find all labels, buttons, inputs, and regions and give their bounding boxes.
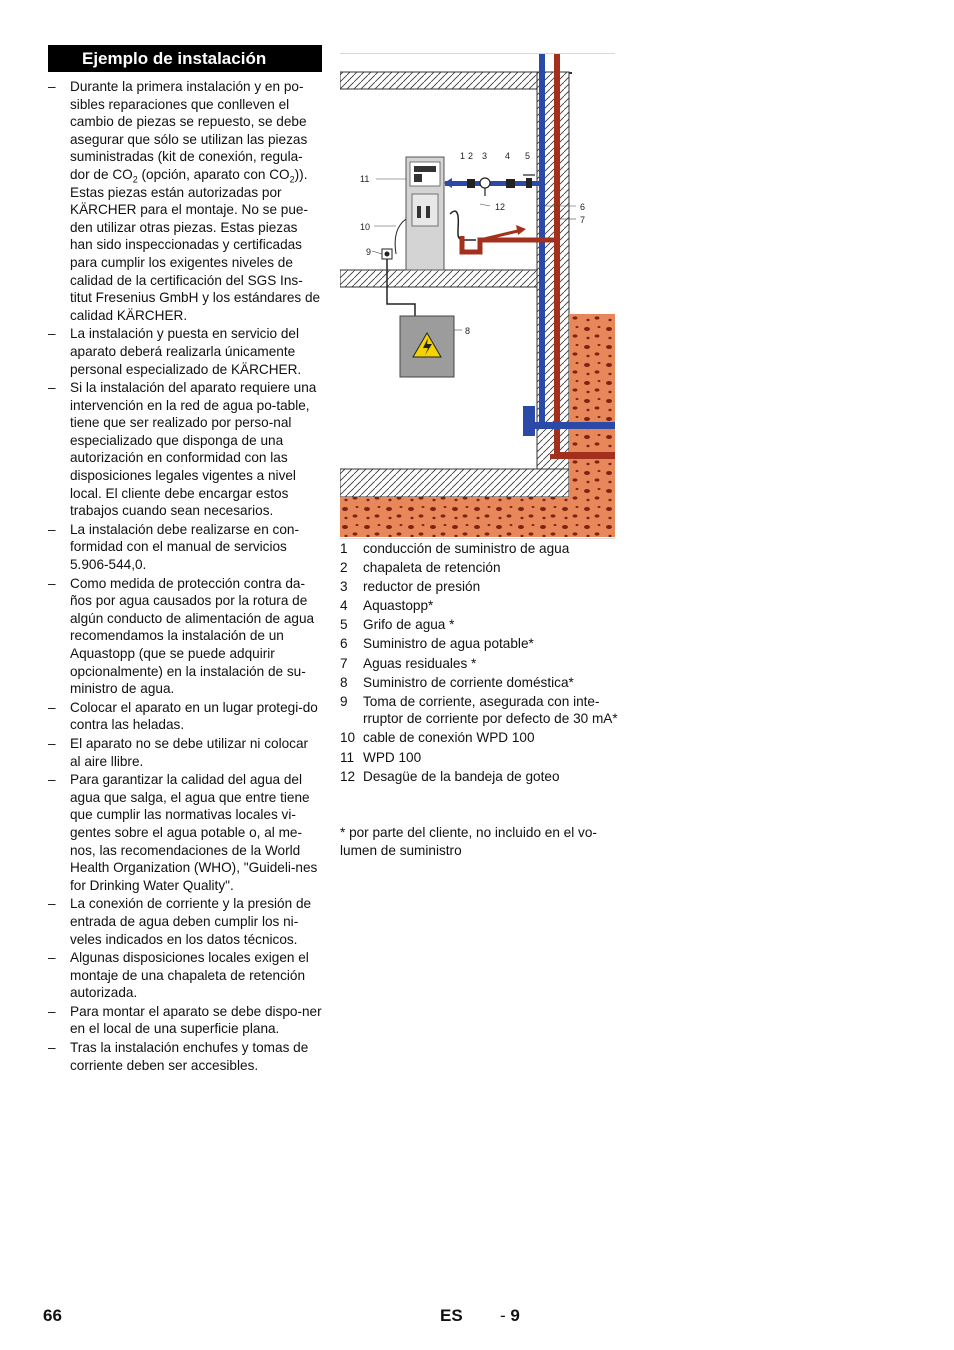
list-dash: – — [48, 1003, 56, 1019]
callout-label: 12 — [495, 202, 506, 212]
list-dash: – — [48, 79, 56, 94]
list-item — [48, 78, 322, 324]
callout-label: 11 — [360, 174, 370, 184]
callout-label: 1 — [460, 151, 466, 161]
list-item — [48, 771, 322, 894]
page-number: 66 — [43, 1306, 62, 1325]
list-item — [48, 521, 322, 574]
legend-text: Toma de corriente, asegurada con inte-rruptor de corriente por defecto de 30 mA* — [363, 693, 618, 727]
legend-text: Aguas residuales * — [363, 655, 477, 671]
item-text: Para garantizar la calidad del agua del agua que salga, el agua que entre tiene que cumplir las normativas locales vi-gentes sobre el agua potable o, al me-nos, las recomendaciones de la World Health Organization (WHO), "Guideli-nes for Drinking Water Quality". — [70, 772, 318, 893]
legend-text: Desagüe de la bandeja de goteo — [363, 768, 560, 784]
legend-item — [340, 635, 618, 653]
legend-number: 2 — [340, 560, 348, 576]
list-item — [48, 949, 322, 1002]
list-dash: – — [48, 699, 56, 715]
legend-item — [340, 693, 618, 728]
item-text: Como medida de protección contra da-ños por agua causados por la rotura de algún conducto de alimentación de agua recomendamos la instalación de un Aquastopp (que se puede adquirir opcionalmente) en la instalación de su-ministro de agua. — [70, 575, 315, 697]
callout-label: 4 — [505, 151, 511, 161]
legend-item — [340, 768, 618, 786]
list-dash: – — [48, 950, 56, 966]
basement-floor — [340, 469, 569, 497]
legend-number: 7 — [340, 655, 348, 671]
floor-slab — [340, 270, 537, 287]
callout-label: 9 — [366, 247, 372, 257]
callout-label: 2 — [468, 151, 474, 161]
list-item — [48, 735, 322, 770]
item-text: (opción, aparato con CO — [137, 166, 290, 182]
list-dash: – — [48, 772, 56, 788]
list-dash: – — [48, 521, 56, 537]
legend-text: Suministro de corriente doméstica* — [363, 674, 574, 690]
footnote: * por parte del cliente, no incluido en el vo-lumen de suministro — [340, 825, 597, 858]
legend-number: 1 — [340, 541, 348, 556]
legend-item — [340, 578, 618, 596]
legend-number: 8 — [340, 674, 348, 690]
installation-diagram-svg — [340, 54, 615, 538]
list-dash: – — [48, 735, 56, 751]
callout-label: 6 — [580, 202, 586, 212]
list-item — [48, 575, 322, 698]
list-item — [48, 325, 322, 378]
list-dash: – — [48, 575, 56, 591]
callout-label: 8 — [465, 326, 471, 336]
subscript: 2 — [132, 174, 138, 185]
callout-label: 7 — [580, 215, 586, 225]
legend-number: 9 — [340, 693, 348, 709]
legend-text: Grifo de agua * — [363, 617, 455, 633]
list-item — [48, 379, 322, 520]
water-inlet-block — [523, 406, 535, 436]
list-dash: – — [48, 1040, 56, 1056]
item-text: El aparato no se debe utilizar ni colocar al aire llibre. — [70, 735, 309, 769]
legend-item — [340, 749, 618, 767]
callout-label: 3 — [482, 151, 488, 161]
section-page-value: 9 — [510, 1306, 520, 1325]
callout-label: 5 — [525, 151, 531, 161]
list-item — [48, 699, 322, 734]
legend-number: 10 — [340, 730, 356, 746]
list-item — [48, 1003, 322, 1038]
ceiling-slab — [340, 72, 537, 89]
item-text: La conexión de corriente y la presión de entrada de agua deben cumplir los ni-veles indicados en los datos técnicos. — [70, 896, 312, 947]
item-text: La instalación y puesta en servicio del aparato deberá realizarla únicamente personal especializado de KÄRCHER. — [70, 326, 302, 377]
legend-text: Aquastopp* — [363, 598, 434, 614]
legend-list — [340, 540, 618, 787]
legend-item — [340, 729, 618, 747]
legend-item — [340, 559, 618, 577]
callout-label: 10 — [360, 222, 371, 232]
legend-text: cable de conexión WPD 100 — [363, 730, 535, 746]
legend-number: 4 — [340, 598, 348, 614]
legend-number: 12 — [340, 768, 356, 784]
section-page-dash: - — [500, 1306, 506, 1325]
item-text: Durante la primera instalación y en po-sibles reparaciones que conlleven el cambio de piezas se repuesto, se debe asegurar que sólo se utilizan las piezas suministradas (kit de conexión, regula-dor de CO — [70, 79, 308, 182]
legend-item — [340, 597, 618, 615]
section-title: Ejemplo de instalación — [48, 45, 322, 72]
item-text: Algunas disposiciones locales exigen el montaje de una chapaleta de retención autorizada. — [70, 950, 309, 1001]
list-item — [48, 1039, 322, 1074]
language-code: ES — [440, 1306, 463, 1325]
item-text: Colocar el aparato en un lugar protegi-do contra las heladas. — [70, 699, 318, 733]
list-dash: – — [48, 326, 56, 342]
legend-item — [340, 540, 618, 558]
list-item — [48, 895, 322, 948]
legend-item — [340, 674, 618, 692]
legend-text: chapaleta de retención — [363, 560, 501, 576]
legend-number: 5 — [340, 617, 348, 633]
item-text: Si la instalación del aparato requiere una intervención en la red de agua po-table, tiene que ser realizado por perso-nal especializado que disponga de una autorización en conformidad con las disposiciones legales vigentes a nivel local. El cliente debe encargar estos trabajos cuando sean necesarios. — [70, 380, 317, 519]
installation-diagram — [340, 53, 615, 539]
item-text: Tras la instalación enchufes y tomas de corriente deben ser accesibles. — [70, 1040, 309, 1073]
legend-text: conducción de suministro de agua — [363, 541, 570, 556]
legend-number: 3 — [340, 579, 348, 595]
list-dash: – — [48, 380, 56, 396]
instruction-list — [48, 78, 322, 1075]
subscript: 2 — [289, 174, 295, 185]
item-text: Para montar el aparato se debe dispo-ner en el local de una superficie plana. — [70, 1003, 322, 1037]
legend-text: WPD 100 — [363, 749, 422, 765]
legend-number: 6 — [340, 636, 348, 652]
legend-item — [340, 655, 618, 673]
waste-water-pipe — [554, 54, 560, 454]
list-dash: – — [48, 896, 56, 912]
item-text: )). Estas piezas están autorizadas por KÄRCHER para el montaje. No se pue-den utilizar otras piezas. Estas piezas han sido inspeccionadas y certificadas para cumplir los exigentes niveles de calidad de la certificación del SGS Ins-titut Fresenius GmbH y los estándares de calidad KÄRCHER. — [70, 166, 321, 323]
legend-item — [340, 616, 618, 634]
legend-number: 11 — [340, 749, 355, 765]
item-text: La instalación debe realizarse en con-formidad con el manual de servicios 5.906-544,0. — [70, 521, 299, 573]
legend-text: reductor de presión — [363, 579, 481, 595]
legend-text: Suministro de agua potable* — [363, 636, 534, 652]
section-page-number — [500, 1306, 520, 1326]
